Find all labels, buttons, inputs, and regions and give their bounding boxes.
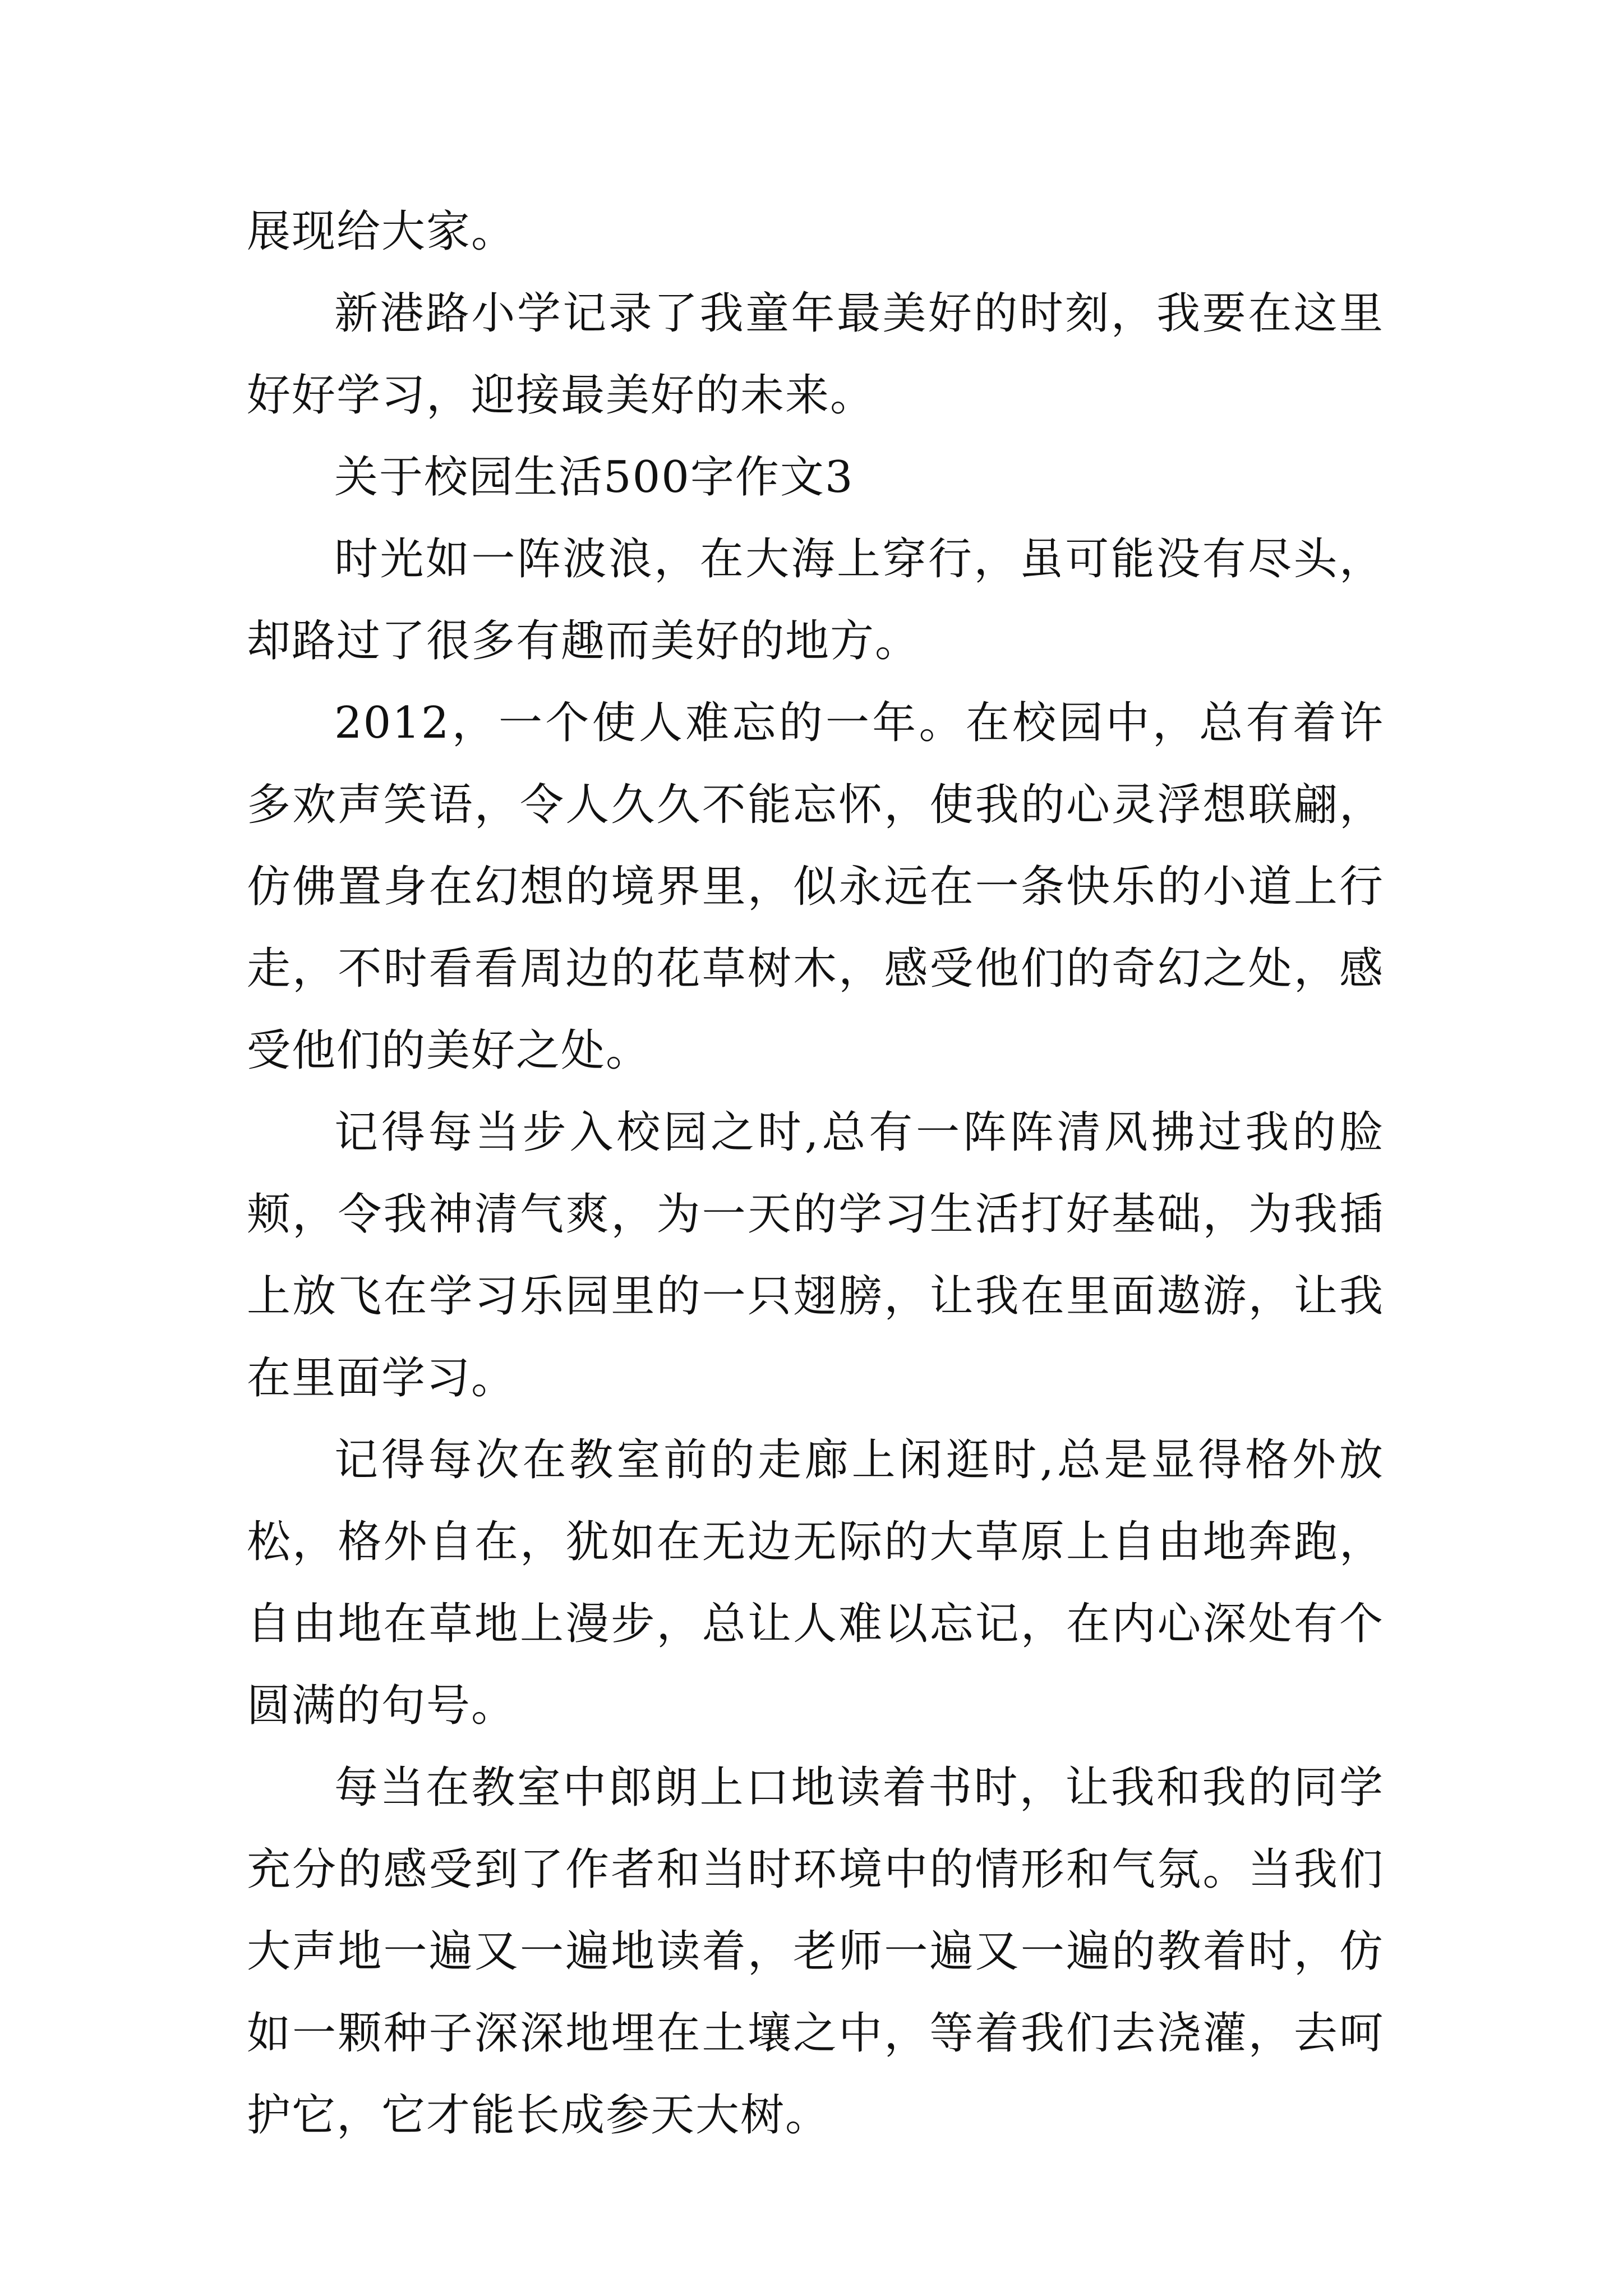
paragraph-time-wave: 时光如一阵波浪，在大海上穿行，虽可能没有尽头，却路过了很多有趣而美好的地方。: [247, 534, 1384, 666]
paragraph-corridor: 记得每次在教室前的走廊上闲逛时,总是显得格外放松，格外自在，犹如在无边无际的大草原上自由地奔跑，自由地在草地上漫步，总让人难以忘记，在内心深处有个圆满的句号。: [247, 1435, 1384, 1731]
paragraph-continuation: 展现给大家。: [247, 206, 517, 257]
document-body: [247, 191, 1384, 2156]
paragraph-entering-campus: 记得每当步入校园之时,总有一阵阵清风拂过我的脸颊，令我神清气爽，为一天的学习生活打好基础，为我插上放飞在学习乐园里的一只翅膀，让我在里面遨游，让我在里面学习。: [247, 1107, 1384, 1404]
paragraph-reading-aloud: 每当在教室中郎朗上口地读着书时，让我和我的同学充分的感受到了作者和当时环境中的情形和气氛。当我们大声地一遍又一遍地读着，老师一遍又一遍的教着时，仿如一颗种子深深地埋在土壤之中，等着我们去浇灌，去呵护它，它才能长成参天大树。: [247, 1763, 1384, 2141]
paragraph-school-memory: 新港路小学记录了我童年最美好的时刻，我要在这里好好学习，迎接最美好的未来。: [247, 288, 1384, 421]
essay-heading: 关于校园生活500字作文3: [334, 452, 854, 503]
paragraph-2012: 2012，一个使人难忘的一年。在校园中，总有着许多欢声笑语，令人久久不能忘怀，使我的心灵浮想联翩，仿佛置身在幻想的境界里，似永远在一条快乐的小道上行走，不时看看周边的花草树木，感受他们的奇幻之处，感受他们的美好之处。: [247, 698, 1384, 1076]
